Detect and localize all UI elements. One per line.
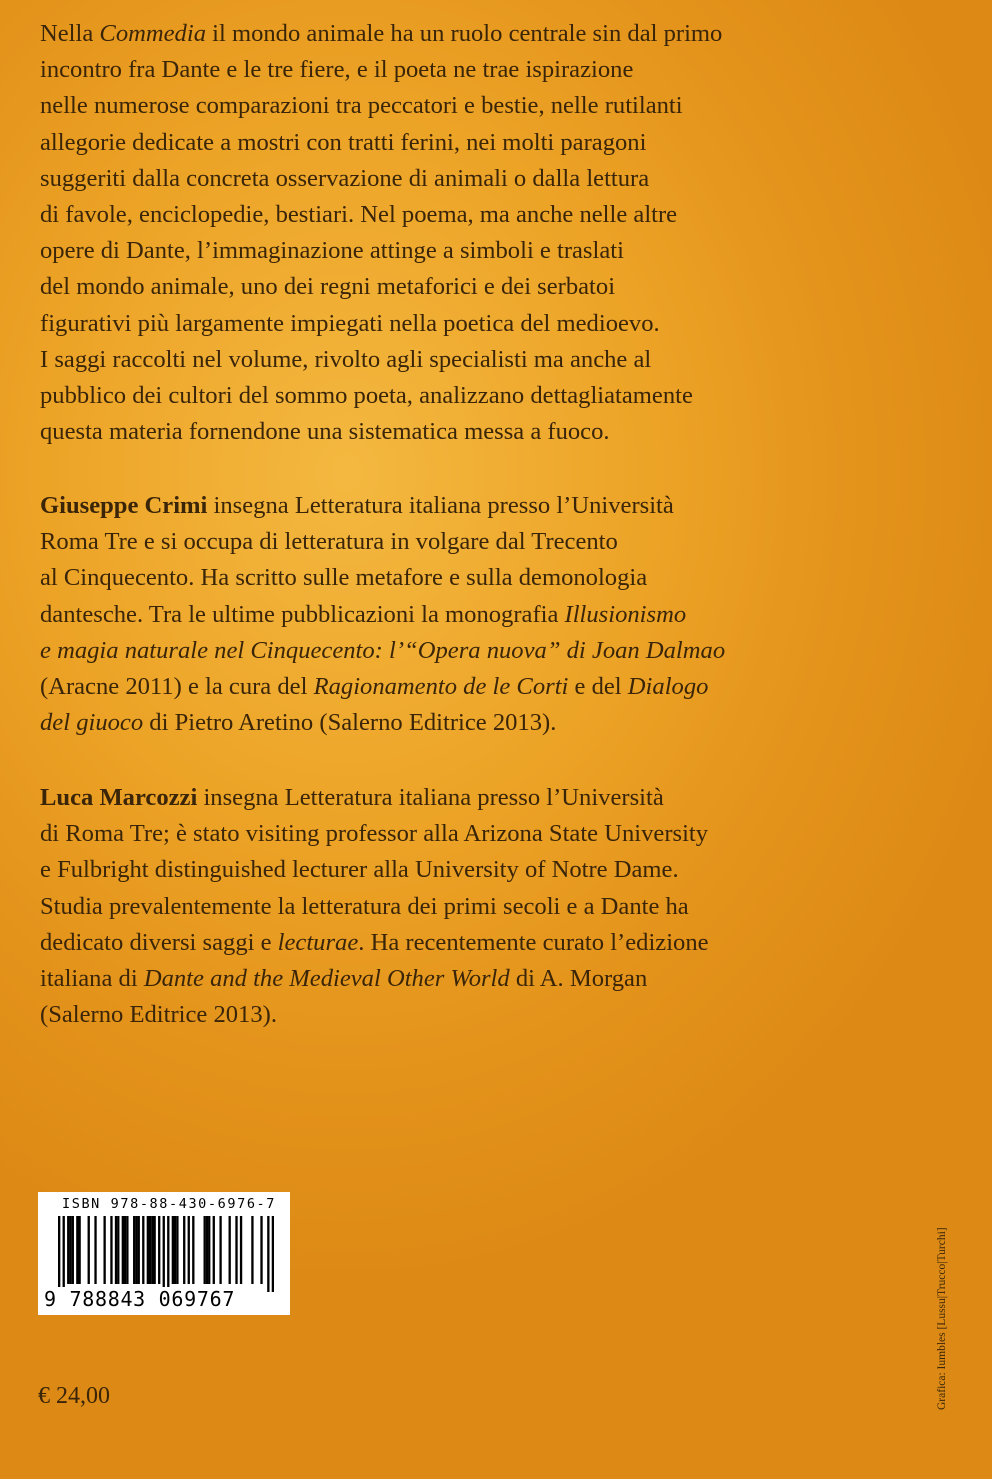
blurb-text: il mondo animale ha un ruolo centrale sin dal primo	[206, 20, 723, 47]
book-title: Dialogo	[627, 672, 709, 700]
barcode-bar	[240, 1216, 242, 1284]
isbn-label: ISBN 978-88-430-6976-7	[62, 1196, 277, 1212]
bio-text: insegna Letteratura italiana presso l’Università	[197, 784, 664, 811]
term-lecturae: lecturae	[277, 928, 359, 956]
bio-text: e del	[568, 672, 628, 700]
bio2-line-4: Studia prevalentemente la letteratura dei primi secoli e a Dante ha	[40, 892, 689, 920]
barcode-bar	[206, 1216, 208, 1284]
barcode-bar	[174, 1216, 176, 1284]
barcode-bar	[117, 1216, 119, 1284]
author-bio-marcozzi	[40, 780, 870, 1033]
bio-text: italiana di	[40, 964, 144, 992]
barcode-bar	[158, 1216, 160, 1284]
barcode-bar	[142, 1216, 144, 1284]
barcode-bar	[88, 1216, 90, 1284]
barcode-bar	[163, 1216, 165, 1292]
barcode-bar	[135, 1216, 137, 1284]
barcode-bar	[67, 1216, 69, 1284]
blurb-line-8: del mondo animale, uno dei regni metaforici e dei serbatoi	[40, 273, 616, 301]
barcode-bar	[172, 1216, 174, 1284]
barcode-bar	[208, 1216, 210, 1284]
barcode-bar	[138, 1216, 140, 1284]
bio-text: di A. Morgan	[509, 964, 648, 992]
author-name-marcozzi: Luca Marcozzi	[40, 784, 198, 811]
book-title: Illusionismo	[564, 600, 687, 628]
bio2-line-3: e Fulbright distinguished lecturer alla University of Notre Dame.	[40, 856, 679, 884]
bio2-line-5	[40, 925, 870, 961]
blurb-line-3: nelle numerose comparazioni tra peccatori e bestie, nelle rutilanti	[40, 92, 683, 120]
barcode-bar	[229, 1216, 231, 1284]
book-title: del giuoco	[40, 709, 144, 737]
barcode-bar	[188, 1216, 190, 1284]
barcode-bar	[272, 1216, 274, 1292]
bio-text: dantesche. Tra le ultime pubblicazioni la monografia	[40, 600, 565, 628]
barcode-bar	[126, 1216, 128, 1284]
bio-text: dedicato diversi saggi e	[40, 928, 278, 956]
barcode-bar	[235, 1216, 237, 1284]
barcode-bar	[78, 1216, 80, 1284]
bio1-line-1	[40, 488, 870, 524]
author-bio-crimi	[40, 488, 870, 741]
barcode-bar	[213, 1216, 215, 1284]
barcode-bar	[133, 1216, 135, 1284]
bio1-line-6	[40, 669, 870, 705]
barcode-bar	[149, 1216, 151, 1284]
title-commedia: Commedia	[99, 20, 206, 47]
price-label: € 24,00	[38, 1383, 110, 1409]
blurb-line-2: incontro fra Dante e le tre fiere, e il poeta ne trae ispirazione	[40, 56, 634, 84]
barcode-bar	[219, 1216, 221, 1284]
bio-text: . Ha recentemente curato l’edizione	[358, 928, 709, 956]
barcode-bar	[267, 1216, 269, 1292]
barcode-bar	[69, 1216, 71, 1284]
barcode-bar	[183, 1216, 185, 1284]
book-title: Ragionamento de le Corti	[313, 672, 569, 700]
barcode-bar	[153, 1216, 155, 1284]
barcode-bar	[192, 1216, 194, 1284]
blurb-line-1	[40, 16, 870, 52]
barcode-bar	[151, 1216, 153, 1284]
barcode-bar	[72, 1216, 74, 1284]
bio1-line-3: al Cinquecento. Ha scritto sulle metafore e sulla demonologia	[40, 564, 648, 592]
isbn-barcode-panel	[38, 1192, 290, 1315]
barcode-bar	[110, 1216, 112, 1284]
blurb-line-10: I saggi raccolti nel volume, rivolto agli specialisti ma anche al	[40, 345, 652, 373]
blurb-line-7: opere di Dante, l’immaginazione attinge a simboli e traslati	[40, 237, 624, 265]
bio2-line-7: (Salerno Editrice 2013).	[40, 1001, 277, 1029]
barcode-bar	[58, 1216, 60, 1292]
bio-text: di Pietro Aretino (Salerno Editrice 2013).	[143, 709, 557, 737]
bio2-line-1	[40, 780, 870, 816]
barcode-bar	[167, 1216, 169, 1292]
ean-digits: 9 788843 069767	[44, 1287, 236, 1311]
barcode-bar	[122, 1216, 124, 1284]
book-blurb	[40, 16, 870, 450]
blurb-line-6: di favole, enciclopedie, bestiari. Nel poema, ma anche nelle altre	[40, 200, 678, 228]
blurb-line-11: pubblico dei cultori del sommo poeta, analizzano dettagliatamente	[40, 381, 693, 409]
book-title: Dante and the Medieval Other World	[143, 964, 510, 992]
blurb-line-9: figurativi più largamente impiegati nella poetica del medioevo.	[40, 309, 660, 337]
blurb-text: Nella	[40, 20, 100, 47]
barcode-bar	[204, 1216, 206, 1284]
barcode-bar	[115, 1216, 117, 1284]
design-credit: Grafica: Iumbles [Lussu|Trucco|Turchi]	[936, 1227, 948, 1410]
barcode-bar	[176, 1216, 178, 1284]
bio-text: insegna Letteratura italiana presso l’Università	[207, 492, 674, 519]
barcode-icon	[58, 1216, 274, 1292]
barcode-bar	[124, 1216, 126, 1284]
bio1-line-7	[40, 705, 870, 741]
bio2-line-6	[40, 961, 870, 997]
barcode-bar	[260, 1216, 262, 1284]
bio1-line-2: Roma Tre e si occupa di letteratura in volgare dal Trecento	[40, 528, 618, 556]
barcode-bar	[76, 1216, 78, 1284]
barcode-bar	[103, 1216, 105, 1284]
bio2-line-2: di Roma Tre; è stato visiting professor alla Arizona State University	[40, 820, 709, 848]
barcode-bar	[63, 1216, 65, 1292]
barcode-bar	[147, 1216, 149, 1284]
barcode-bar	[251, 1216, 253, 1284]
bio-text: (Aracne 2011) e la cura del	[40, 672, 314, 700]
author-name-crimi: Giuseppe Crimi	[40, 492, 208, 519]
barcode-bar	[94, 1216, 96, 1284]
blurb-line-12: questa materia fornendone una sistematica messa a fuoco.	[40, 418, 610, 446]
blurb-line-5: suggeriti dalla concreta osservazione di animali o dalla lettura	[40, 164, 650, 192]
bio1-line-5: e magia naturale nel Cinquecento: l’“Opera nuova” di Joan Dalmao	[40, 636, 726, 664]
blurb-line-4: allegorie dedicate a mostri con tratti ferini, nei molti paragoni	[40, 128, 647, 156]
bio1-line-4	[40, 597, 870, 633]
